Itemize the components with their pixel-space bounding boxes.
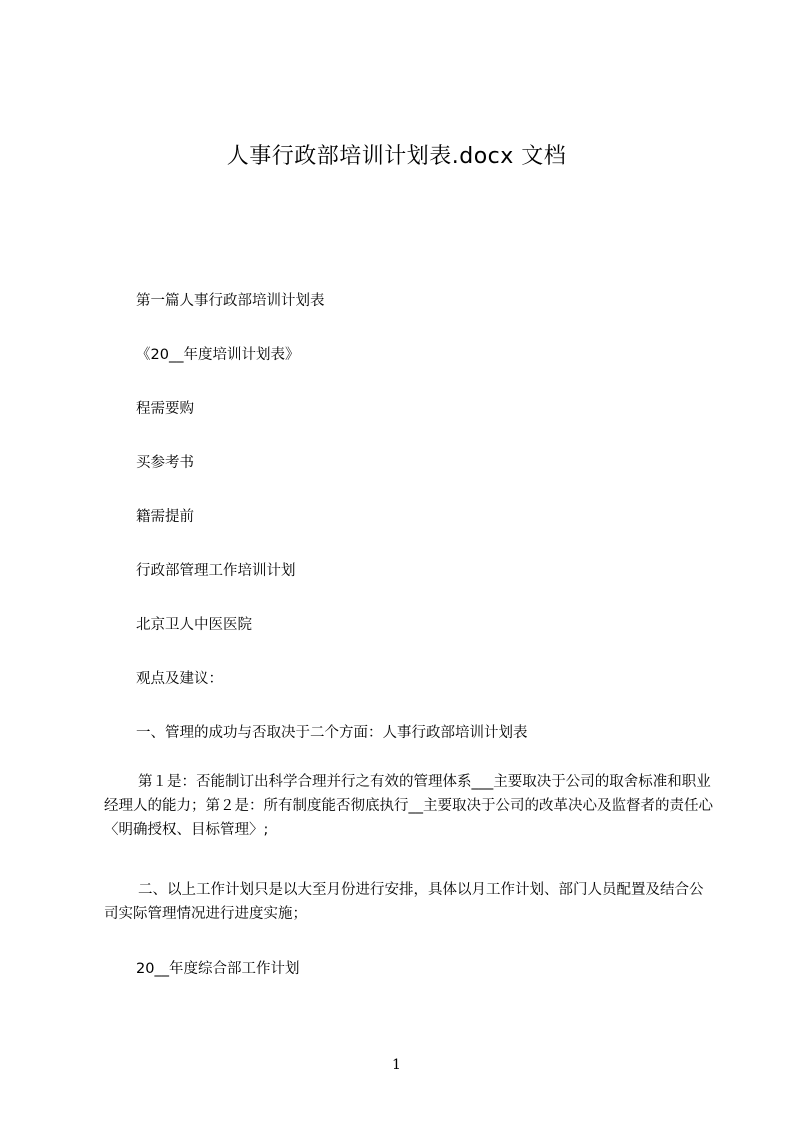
paragraph-annual-plan-title: 《20__年度培训计划表》 <box>136 347 300 363</box>
paragraph-section-one: 一、管理的成功与否取决于二个方面：人事行政部培训计划表 <box>136 725 528 741</box>
paragraph-section-two: 二、以上工作计划只是以大至月份进行安排，具体以月工作计划、部门人员配置及结合公司实际管理情况进行进度实施； <box>104 882 704 922</box>
paragraph-fragment-1: 程需要购 <box>136 401 194 417</box>
paragraph-admin-training-plan: 行政部管理工作培训计划 <box>136 563 296 579</box>
paragraph-annual-work-plan: 20__年度综合部工作计划 <box>136 961 300 977</box>
paragraph-management-detail: 第１是：否能制订出科学合理并行之有效的管理体系___主要取决于公司的取舍标准和职业经理人的能力；第２是：所有制度能否彻底执行__主要取决于公司的改革决心及监督者的责任心〈明确授权、目标管理〉; <box>104 774 713 838</box>
paragraph-fragment-3: 籍需提前 <box>136 509 194 525</box>
paragraph-fragment-2: 买参考书 <box>136 455 194 471</box>
paragraph-hospital-name: 北京卫人中医医院 <box>136 617 252 633</box>
document-title: 人事行政部培训计划表.docx 文档 <box>226 144 567 169</box>
paragraph-chapter-heading: 第一篇人事行政部培训计划表 <box>136 293 325 309</box>
page-number: 1 <box>392 1057 401 1073</box>
paragraph-opinions-heading: 观点及建议： <box>136 671 223 687</box>
